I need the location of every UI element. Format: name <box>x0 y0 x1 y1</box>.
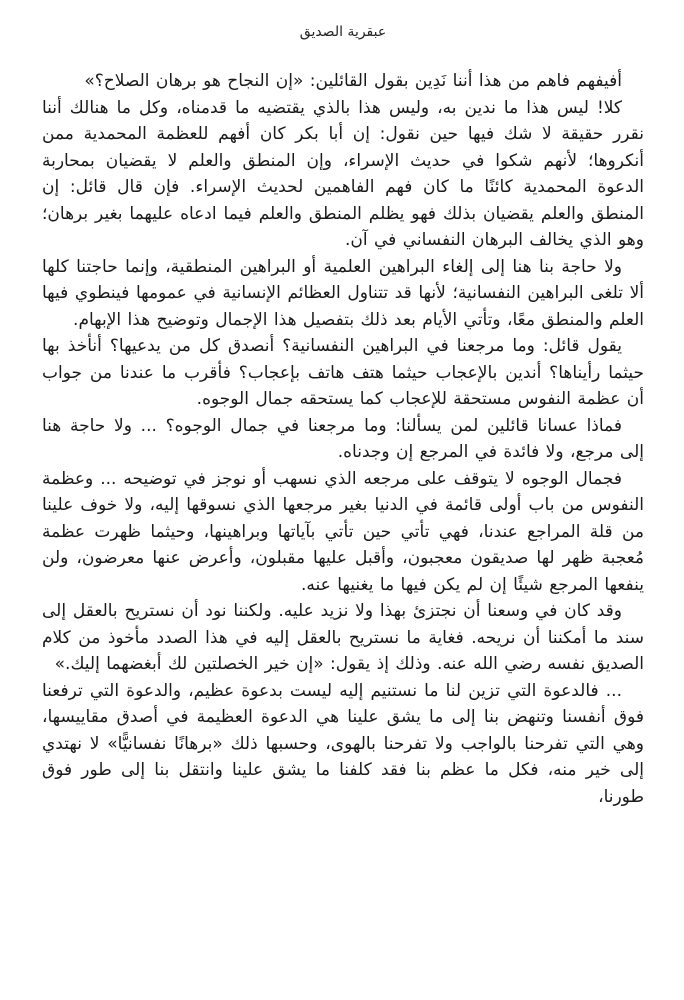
paragraph: فماذا عسانا قائلين لمن يسألنا: وما مرجعنا في جمال الوجوه؟ ... ولا حاجة هنا إلى مرجع، ولا فائدة في المرجع إن وجدناه. <box>42 415 644 462</box>
paragraph: يقول قائل: وما مرجعنا في البراهين النفسانية؟ أنصدق كل من يدعيها؟ أنأخذ بها حيثما رأيناها؟ أندين بالإعجاب حيثما هتف هاتف بإعجاب؟ فأقرب ما عندنا من جواب أن عظمة النفوس مستحقة للإعجاب كما يستحقه جمال الوجوه. <box>42 336 644 409</box>
paragraph: أفيفهم فاهم من هذا أننا نَدِين بقول القائلين: «إن النجاح هو برهان الصلاح؟» <box>84 71 622 91</box>
paragraph: ... فالدعوة التي تزين لنا ما نستنيم إليه ليست بدعوة عظيم، والدعوة التي ترفعنا فوق أنفسنا وتنهض بنا إلى ما يشق علينا هي الدعوة العظيمة في أصدق مقاييسها، وهي التي تفرحنا بالواجب ولا تفرحنا بالهوى، وحسبها ذلك «برهانًا نفسانيًّا» لا نهتدي إلى خير منه، فكل ما عظم بنا فقد كلفنا ما يشق علينا وانتقل بنا إلى طور فوق طورنا، <box>42 680 644 807</box>
paragraph: ولا حاجة بنا هنا إلى إلغاء البراهين العلمية أو البراهين المنطقية، وإنما حاجتنا كلها ألا تلغى البراهين النفسانية؛ لأنها قد تتناول العظائم الإنسانية في عمومها فينطوي فيها العلم والمنطق معًا، وتأتي الأيام بعد ذلك بتفصيل هذا الإجمال وتوضيح هذا الإبهام. <box>42 256 644 330</box>
paragraph: فجمال الوجوه لا يتوقف على مرجعه الذي نسهب أو نوجز في توضيحه ... وعظمة النفوس من باب أولى قائمة في الدنيا بغير مرجعها الذي نسوقها إليه، ولا خوف علينا من قلة المراجع عندنا، فهي تأتي حين تأتي بآياتها وبراهينها، وحيثما ظهرت عظمة مُعجبة ظهر لها صديقون معجبون، وأقبل عليها مقبلون، وأعرض عنها معرضون، ولن ينفعها المرجع شيئًا إن لم يكن فيها ما يغنيها عنه. <box>42 468 644 595</box>
paragraph: كلا! ليس هذا ما ندين به، وليس هذا بالذي يقتضيه ما قدمناه، وكل ما هنالك أننا نقرر حقيقة لا شك فيها حين نقول: إن أبا بكر كان أفهم للعظمة المحمدية ممن أنكروها؛ لأنهم شكوا في حديث الإسراء، وإن المنطق والعلم لا يقضيان بمحاربة الدعوة المحمدية كائنًا ما كان فهم الفاهمين لحديث الإسراء. فإن قال قائل: إن المنطق والعلم يقضيان بذلك فهو يظلم المنطق والعلم فيما ادعاه عليهما بغير برهان؛ وهو الذي يخالف البرهان النفساني في آن. <box>42 97 644 250</box>
running-header-title: عبقرية الصديق <box>299 24 387 40</box>
paragraph: وقد كان في وسعنا أن نجتزئ بهذا ولا نزيد عليه. ولكننا نود أن نستريح بالعقل إلى سند ما أمكننا أن نريحه. فغاية ما نستريح بالعقل إليه في هذا الصدد مأخوذ من كلام الصديق نفسه رضي الله عنه. وذلك إذ يقول: «إن خير الخصلتين لك أبغضهما إليك.» <box>42 601 644 674</box>
body-text <box>42 68 644 810</box>
